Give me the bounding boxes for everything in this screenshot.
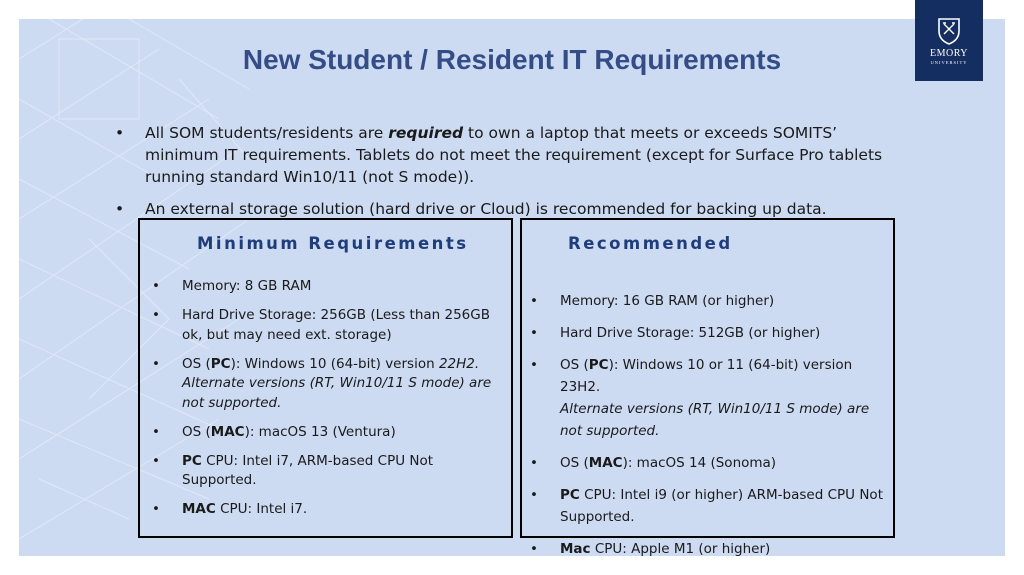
text: CPU: Intel i7, ARM-based CPU Not Supported. — [182, 452, 434, 488]
rec-storage: • Hard Drive Storage: 512GB (or higher) — [530, 322, 885, 344]
rec-pc-cpu — [530, 484, 885, 528]
recommended-heading: Recommended — [568, 234, 733, 253]
min-storage: • Hard Drive Storage: 256GB (Less than 256GB ok, but may need ext. storage) — [152, 306, 502, 345]
text: OS ( — [560, 455, 589, 471]
mac-label: Mac — [560, 541, 591, 557]
text: OS ( — [182, 423, 211, 440]
text: ): Windows 10 (64-bit) version — [230, 355, 439, 372]
min-memory: • Memory: 8 GB RAM — [152, 277, 502, 297]
min-os-pc — [152, 355, 502, 414]
pc-label: PC — [210, 355, 231, 372]
version-text: 22H2. — [438, 355, 480, 372]
recommended-box — [520, 218, 895, 557]
pc-label: PC — [182, 452, 202, 469]
intro-text: to own a laptop that meets or exceeds SOMITS’ minimum IT requirements. Tablets do not meet the requirement (except for Surface Pro tablets running standard Win10/11 (not S mode)). — [145, 124, 883, 186]
shield-icon — [937, 17, 961, 45]
text: OS ( — [560, 357, 589, 373]
pc-label: PC — [588, 357, 609, 373]
rec-memory: • Memory: 16 GB RAM (or higher) — [530, 290, 885, 312]
min-pc-cpu — [152, 452, 502, 491]
mac-label: MAC — [588, 455, 623, 471]
intro-bullet-laptop — [115, 122, 915, 188]
minimum-list — [152, 277, 502, 529]
logo-subtitle: UNIVERSITY — [930, 60, 968, 65]
os-note: Alternate versions (RT, Win10/11 S mode) are not supported. — [560, 401, 870, 439]
text: CPU: Apple M1 (or higher) — [590, 541, 771, 557]
text: CPU: Intel i7. — [215, 501, 308, 517]
logo-wordmark: EMORY — [929, 48, 969, 59]
slide-title: New Student / Resident IT Requirements — [242, 44, 782, 75]
os-note: Alternate versions (RT, Win10/11 S mode) are not supported. — [182, 375, 492, 411]
text: ): macOS 13 (Ventura) — [244, 423, 396, 440]
min-os-mac — [152, 423, 502, 443]
text: ): Windows 10 or 11 (64-bit) version 23H2. — [560, 357, 853, 395]
text: CPU: Intel i9 (or higher) ARM-based CPU Not Supported. — [560, 487, 883, 525]
mac-label: MAC — [182, 501, 216, 517]
minimum-requirements-box — [138, 218, 513, 538]
rec-os-pc — [530, 354, 885, 442]
intro-bullets — [115, 122, 915, 230]
intro-text: All SOM students/residents are — [145, 124, 389, 142]
text: ): macOS 14 (Sonoma) — [622, 455, 777, 471]
recommended-list — [530, 290, 885, 570]
rec-mac-cpu — [530, 538, 885, 560]
text: OS ( — [182, 355, 211, 372]
required-emphasis: required — [388, 124, 464, 142]
rec-os-mac — [530, 452, 885, 474]
pc-label: PC — [560, 487, 580, 503]
min-mac-cpu — [152, 500, 502, 520]
minimum-heading: Minimum Requirements — [197, 234, 469, 253]
mac-label: MAC — [210, 423, 245, 440]
emory-logo — [915, 0, 983, 81]
intro-bullet-storage: • An external storage solution (hard drive or Cloud) is recommended for backing up data. — [115, 198, 915, 220]
